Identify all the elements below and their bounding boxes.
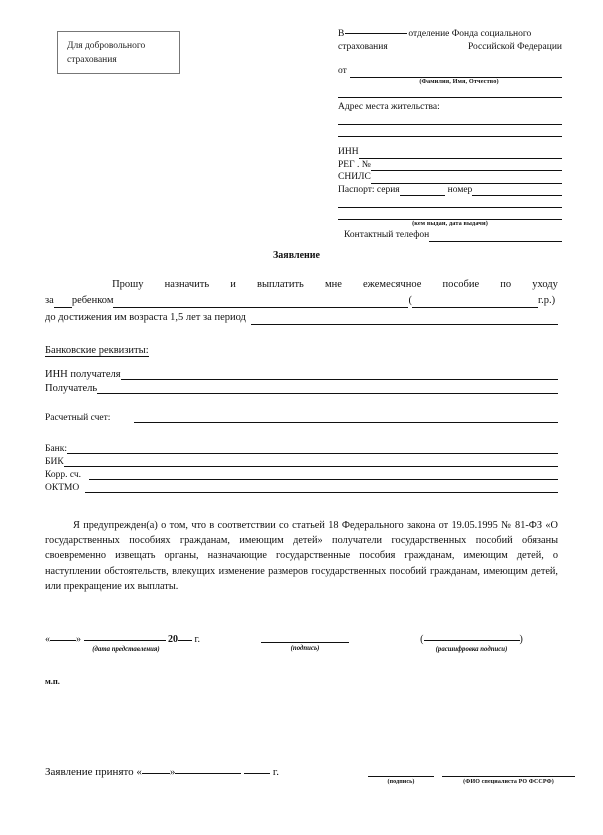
request-line-1 (45, 277, 558, 292)
applicant-name-caption: (Фамилия, Имя, Отчество) (419, 77, 499, 85)
corr-row (45, 469, 558, 480)
account-input[interactable] (134, 412, 244, 423)
accepted-month-input[interactable] (175, 773, 241, 774)
fund-branch-suffix: отделение Фонда социального (408, 29, 532, 39)
accepted-signature-block (368, 776, 575, 786)
child-prefix-blank[interactable] (54, 307, 72, 308)
stamp-placeholder: м.п. (45, 676, 60, 686)
applicant-signature-input[interactable] (261, 642, 349, 643)
specialist-signature-col (368, 776, 434, 786)
bik-row (45, 456, 558, 467)
passport-number-input[interactable] (472, 185, 562, 196)
accepted-year-suffix: г. (272, 766, 279, 778)
recipient-input[interactable] (97, 383, 427, 394)
reg-input[interactable] (411, 160, 562, 171)
date-month-input[interactable] (84, 640, 166, 641)
specialist-name-input[interactable] (442, 776, 575, 777)
request-word-8: уходу (532, 279, 558, 290)
request-word-3: выплатить (257, 279, 304, 290)
legal-warning-paragraph (45, 518, 558, 594)
address-input-line-1[interactable] (338, 113, 562, 125)
accepted-row (45, 766, 279, 778)
request-word-5: ежемесячное (362, 279, 422, 290)
inn-row (338, 146, 562, 159)
specialist-name-col (442, 776, 575, 786)
corr-label: Корр. сч. (45, 470, 82, 480)
account-label: Расчетный счет: (45, 413, 111, 423)
fund-federation-line (338, 41, 562, 54)
submission-date-row (45, 634, 225, 645)
date-year-prefix: 20 (168, 634, 178, 645)
child-birthyear-input[interactable] (412, 307, 538, 308)
applicant-name-input[interactable] (350, 67, 562, 78)
transcript-caption: (расшифровка подписи) (435, 646, 508, 653)
reg-input-short[interactable] (371, 160, 411, 171)
voluntary-insurance-note-box (57, 31, 180, 74)
bank-name-input-2[interactable] (392, 443, 558, 454)
recipient-label: Получатель (45, 383, 98, 394)
specialist-signature-input[interactable] (368, 776, 434, 777)
applicant-name-extra-line[interactable] (338, 86, 562, 98)
inn-label: ИНН (338, 147, 359, 157)
snils-label: СНИЛС (338, 172, 371, 182)
date-quote-close: » (76, 634, 81, 645)
account-row (45, 412, 558, 423)
child-paren-open: ( (408, 295, 412, 306)
bank-recipient-block (45, 369, 558, 397)
corr-input-2[interactable] (379, 469, 558, 480)
passport-issuer-caption: (кем выдан, дата выдачи) (412, 220, 488, 227)
bank-details-heading: Банковские реквизиты: (45, 345, 149, 356)
child-name-input-2[interactable] (261, 307, 408, 308)
from-label: от (338, 66, 347, 76)
date-year-input[interactable] (178, 640, 192, 641)
insurance-word: страхования (338, 41, 388, 52)
inn-recipient-input[interactable] (121, 369, 558, 380)
phone-label: Контактный телефон (344, 230, 430, 240)
page-title: Заявление (273, 250, 320, 261)
passport-series-input[interactable] (400, 185, 445, 196)
reg-row (338, 159, 562, 172)
oktmo-row (45, 482, 558, 493)
passport-issuer-line-2[interactable] (338, 208, 562, 220)
bank-name-row (45, 443, 558, 454)
signature-flex (45, 634, 558, 653)
specialist-signature-caption: (подпись) (387, 779, 415, 785)
date-quote-open: « (45, 634, 50, 645)
request-word-2: и (230, 279, 236, 290)
passport-number-label: номер (447, 184, 473, 195)
fund-branch-blank[interactable] (345, 33, 407, 34)
passport-row (338, 184, 562, 197)
inn-input[interactable] (359, 148, 562, 159)
date-day-input[interactable] (50, 640, 76, 641)
child-birth-suffix: г.р.) (537, 295, 556, 306)
accepted-quote-close: » (169, 766, 176, 778)
accepted-label: Заявление принято (45, 766, 134, 778)
request-word-1: назначить (164, 279, 210, 290)
accepted-day-input[interactable] (142, 773, 170, 774)
reg-label: РЕГ . № (338, 159, 371, 170)
request-word-4: мне (324, 279, 342, 290)
phone-row (338, 229, 562, 242)
bik-input[interactable] (64, 456, 139, 467)
request-word-0: Прошу (112, 279, 144, 290)
transcript-paren-close: ) (519, 634, 523, 645)
address-label: Адрес места жительства: (338, 101, 440, 112)
note-line-1: Для добровольного (67, 41, 146, 51)
bank-name-label: Банк: (45, 444, 68, 454)
account-input-2[interactable] (244, 412, 558, 423)
fund-branch-prefix: В (338, 29, 345, 39)
child-prefix: за (45, 295, 54, 306)
period-label: до достижения им возраста 1,5 лет за период (45, 312, 246, 323)
request-word-6: пособие (442, 279, 480, 290)
specialist-name-caption: (ФИО специалиста РО ФССРФ) (463, 779, 554, 785)
phone-input[interactable] (429, 231, 562, 242)
signature-row (45, 634, 558, 653)
oktmo-input-2[interactable] (240, 482, 558, 493)
recipient-input-2[interactable] (427, 383, 558, 394)
inn-recipient-row (45, 369, 558, 380)
fund-branch-line (338, 28, 562, 41)
transcript-paren-open: ( (420, 634, 424, 645)
bank-name-input[interactable] (67, 443, 392, 454)
child-word: ребенком (71, 295, 114, 306)
request-line-3 (45, 310, 558, 325)
child-name-input[interactable] (113, 307, 261, 308)
transcript-input[interactable] (424, 640, 520, 641)
snils-input[interactable] (371, 173, 562, 184)
bank-fields-block (45, 443, 558, 495)
submission-date-caption: (дата представления) (92, 646, 160, 653)
passport-series-label: Паспорт: серия (338, 184, 400, 195)
transcript-row (385, 634, 558, 645)
applicant-signature-caption: (подпись) (290, 645, 320, 652)
snils-row (338, 171, 562, 184)
legal-warning-text: Я предупрежден(а) о том, что в соответствии со статьей 18 Федерального закона от 19.05.1995 № 81-ФЗ «О государственных пособиях гражданам, имеющим детей» получатели государственных пособий обязаны своевременно извещать органы, назначающие государственные пособия гражданам, имеющим детей, о наступлении обстоятельств, влекущих изменение размеров государственных пособий гражданам, имеющим детей, или прекращение их выплаты. (45, 520, 558, 592)
note-line-2: страхования (67, 55, 117, 65)
oktmo-input[interactable] (85, 482, 240, 493)
accepted-quote-open: « (136, 766, 142, 778)
federation-word: Российской Федерации (467, 41, 562, 52)
bik-input-2[interactable] (139, 456, 558, 467)
request-line-2 (45, 293, 558, 308)
addressee-block (338, 28, 562, 242)
applicant-from-row (338, 65, 562, 78)
date-year-suffix: г. (194, 634, 200, 645)
account-block (45, 412, 558, 423)
accepted-year-input[interactable] (244, 773, 270, 774)
bik-label: БИК (45, 457, 64, 467)
recipient-row (45, 383, 558, 394)
inn-recipient-label: ИНН получателя (45, 369, 121, 380)
corr-input[interactable] (89, 469, 379, 480)
oktmo-label: ОКТМО (45, 483, 80, 493)
request-word-7: по (500, 279, 512, 290)
request-block (45, 277, 558, 325)
period-input[interactable] (251, 324, 558, 325)
passport-issuer-line-1[interactable] (338, 196, 562, 208)
address-input-line-2[interactable] (338, 125, 562, 137)
